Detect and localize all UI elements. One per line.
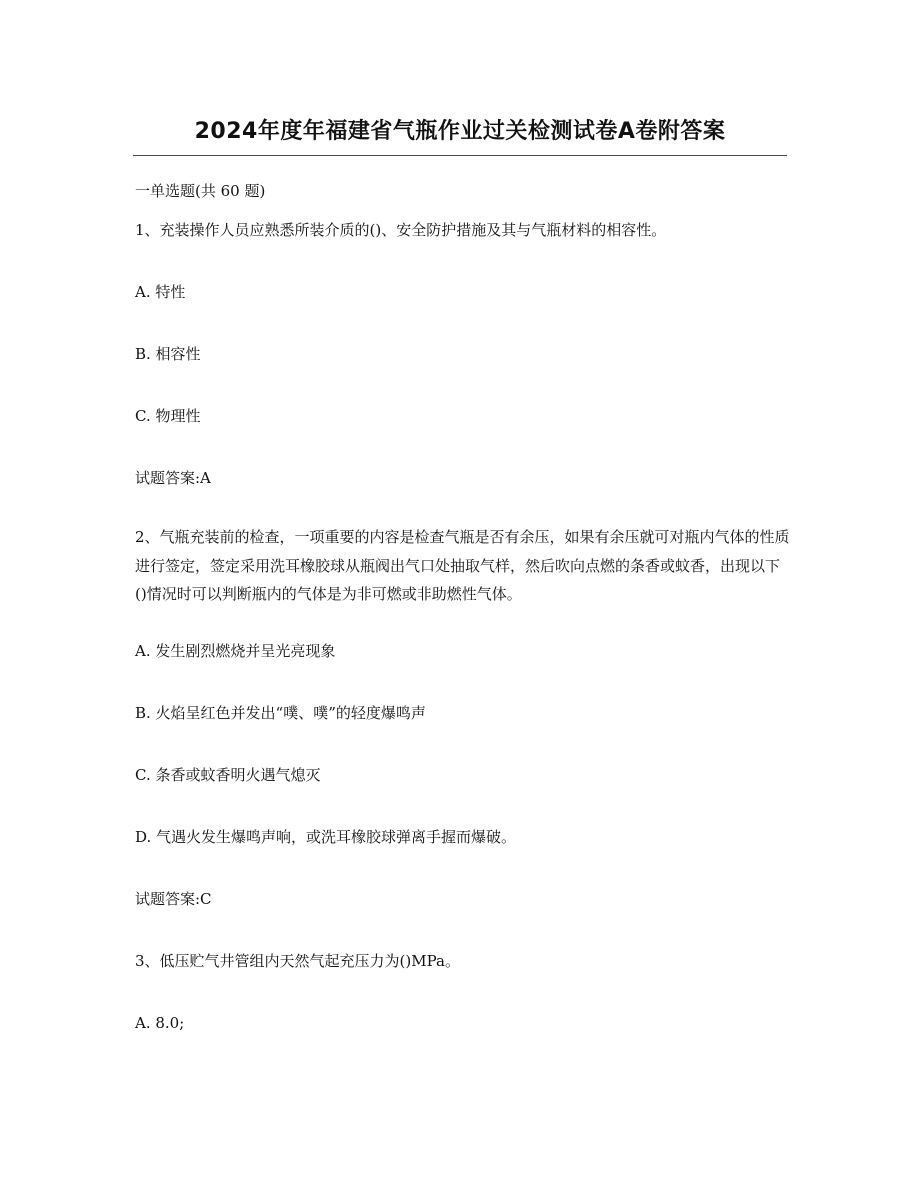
question-1-stem: 1、充装操作人员应熟悉所装介质的()、安全防护措施及其与气瓶材料的相容性。 bbox=[135, 221, 667, 239]
question-2-option-a: A. 发生剧烈燃烧并呈光亮现象 bbox=[135, 642, 336, 660]
question-2-option-b: B. 火焰呈红色并发出“噗、噗”的轻度爆鸣声 bbox=[135, 704, 426, 722]
question-1-option-a: A. 特性 bbox=[135, 283, 186, 301]
question-2-answer: 试题答案:C bbox=[135, 890, 212, 908]
document-title: 2024年度年福建省气瓶作业过关检测试卷A卷附答案 bbox=[194, 119, 726, 144]
question-3-option-a: A. 8.0; bbox=[135, 1014, 185, 1032]
question-1-option-b: B. 相容性 bbox=[135, 345, 201, 363]
question-1-option-c: C. 物理性 bbox=[135, 407, 201, 425]
section-heading: 一单选题(共 60 题) bbox=[135, 182, 266, 200]
question-2-option-d: D. 气遇火发生爆鸣声响，或洗耳橡胶球弹离手握而爆破。 bbox=[135, 828, 517, 846]
question-2-stem: 2、气瓶充装前的检查，一项重要的内容是检查气瓶是否有余压，如果有余压就可对瓶内气体的性质进行签定，签定采用洗耳橡胶球从瓶阀出气口处抽取气样，然后吹向点燃的条香或蚊香，出现以下()情况时可以判断瓶内的气体是为非可燃或非助燃性气体。 bbox=[135, 528, 790, 603]
question-1-answer: 试题答案:A bbox=[135, 469, 211, 487]
question-3-stem: 3、低压贮气井管组内天然气起充压力为()MPa。 bbox=[135, 952, 460, 970]
title-underline bbox=[133, 155, 787, 156]
question-2-option-c: C. 条香或蚊香明火遇气熄灭 bbox=[135, 766, 321, 784]
